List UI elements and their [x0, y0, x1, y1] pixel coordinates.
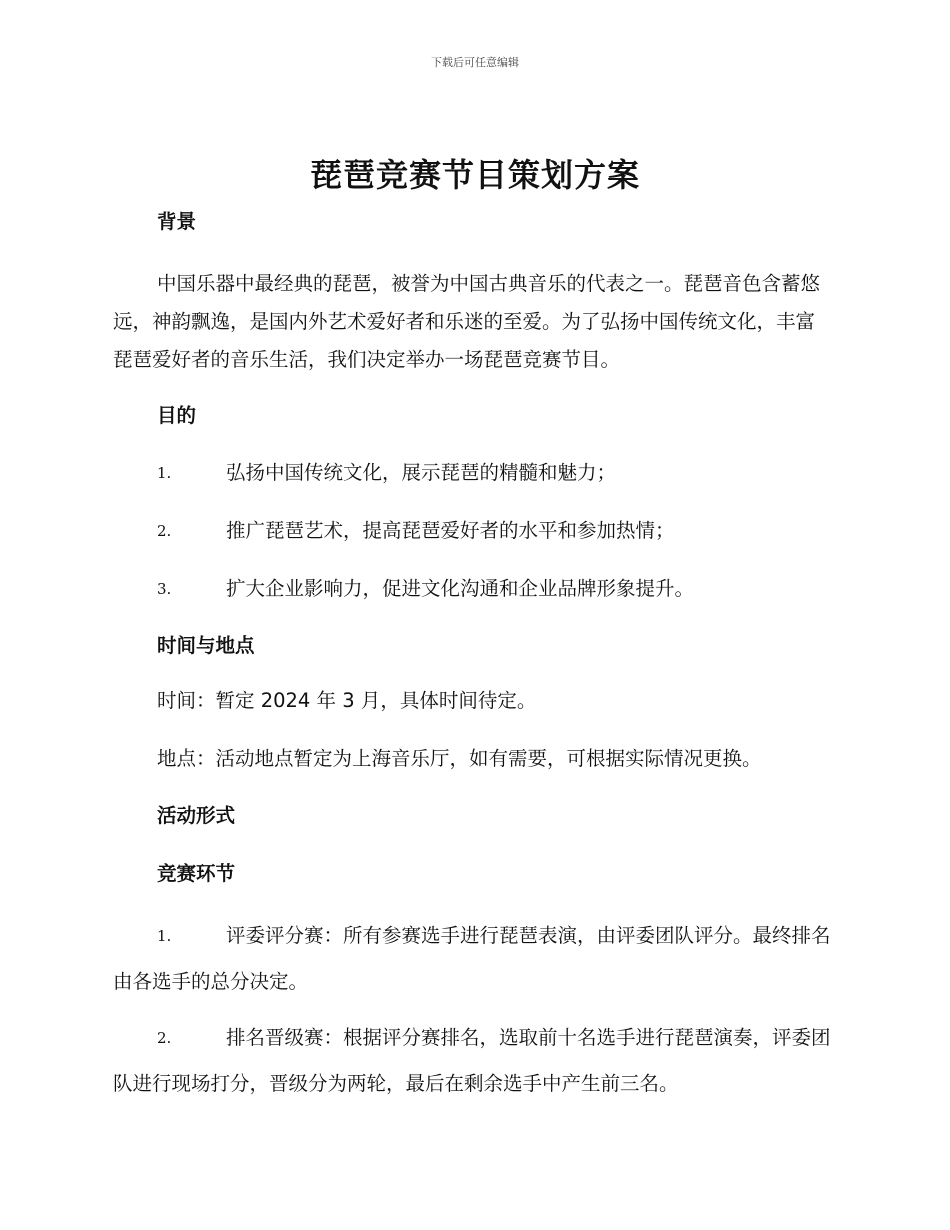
heading-purpose: 目的 [157, 404, 197, 427]
page-header: 下载后可任意编辑 [431, 56, 519, 69]
list-text: 扩大企业影响力，促进文化沟通和企业品牌形象提升。 [226, 577, 695, 600]
list-text: 推广琵琶艺术，提高琵琶爱好者的水平和参加热情； [226, 519, 675, 542]
list-item [113, 573, 833, 605]
heading-time-place: 时间与地点 [157, 634, 255, 657]
subheading-competition: 竞赛环节 [157, 862, 236, 885]
list-item [113, 913, 833, 1005]
list-item [113, 457, 833, 489]
document-body [113, 205, 833, 1107]
place-line: 地点：活动地点暂定为上海音乐厅，如有需要，可根据实际情况更换。 [157, 747, 762, 770]
list-number: 2. [157, 1029, 172, 1047]
list-text: 排名晋级赛：根据评分赛排名，选取前十名选手进行琵琶演奏，评委团队进行现场打分，晋级分为两轮，最后在剩余选手中产生前三名。 [113, 1026, 831, 1095]
heading-background: 背景 [157, 210, 197, 233]
list-item [113, 1015, 833, 1107]
time-line: 时间：暂定 2024 年 3 月，具体时间待定。 [157, 689, 537, 712]
list-number: 1. [157, 927, 172, 945]
list-item [113, 515, 833, 547]
list-text: 弘扬中国传统文化，展示琵琶的精髓和魅力； [226, 461, 617, 484]
document-title: 琵琶竞赛节目策划方案 [309, 156, 640, 194]
list-number: 2. [157, 522, 172, 540]
background-paragraph: 中国乐器中最经典的琵琶，被誉为中国古典音乐的代表之一。琵琶音色含蓄悠远，神韵飘逸，是国内外艺术爱好者和乐迷的至爱。为了弘扬中国传统文化，丰富琵琶爱好者的音乐生活，我们决定举办一场琵琶竞赛节目。 [113, 272, 821, 371]
list-number: 3. [157, 580, 172, 598]
list-number: 1. [157, 464, 172, 482]
heading-format: 活动形式 [157, 804, 236, 827]
list-text: 评委评分赛：所有参赛选手进行琵琶表演，由评委团队评分。最终排名由各选手的总分决定。 [113, 924, 831, 993]
